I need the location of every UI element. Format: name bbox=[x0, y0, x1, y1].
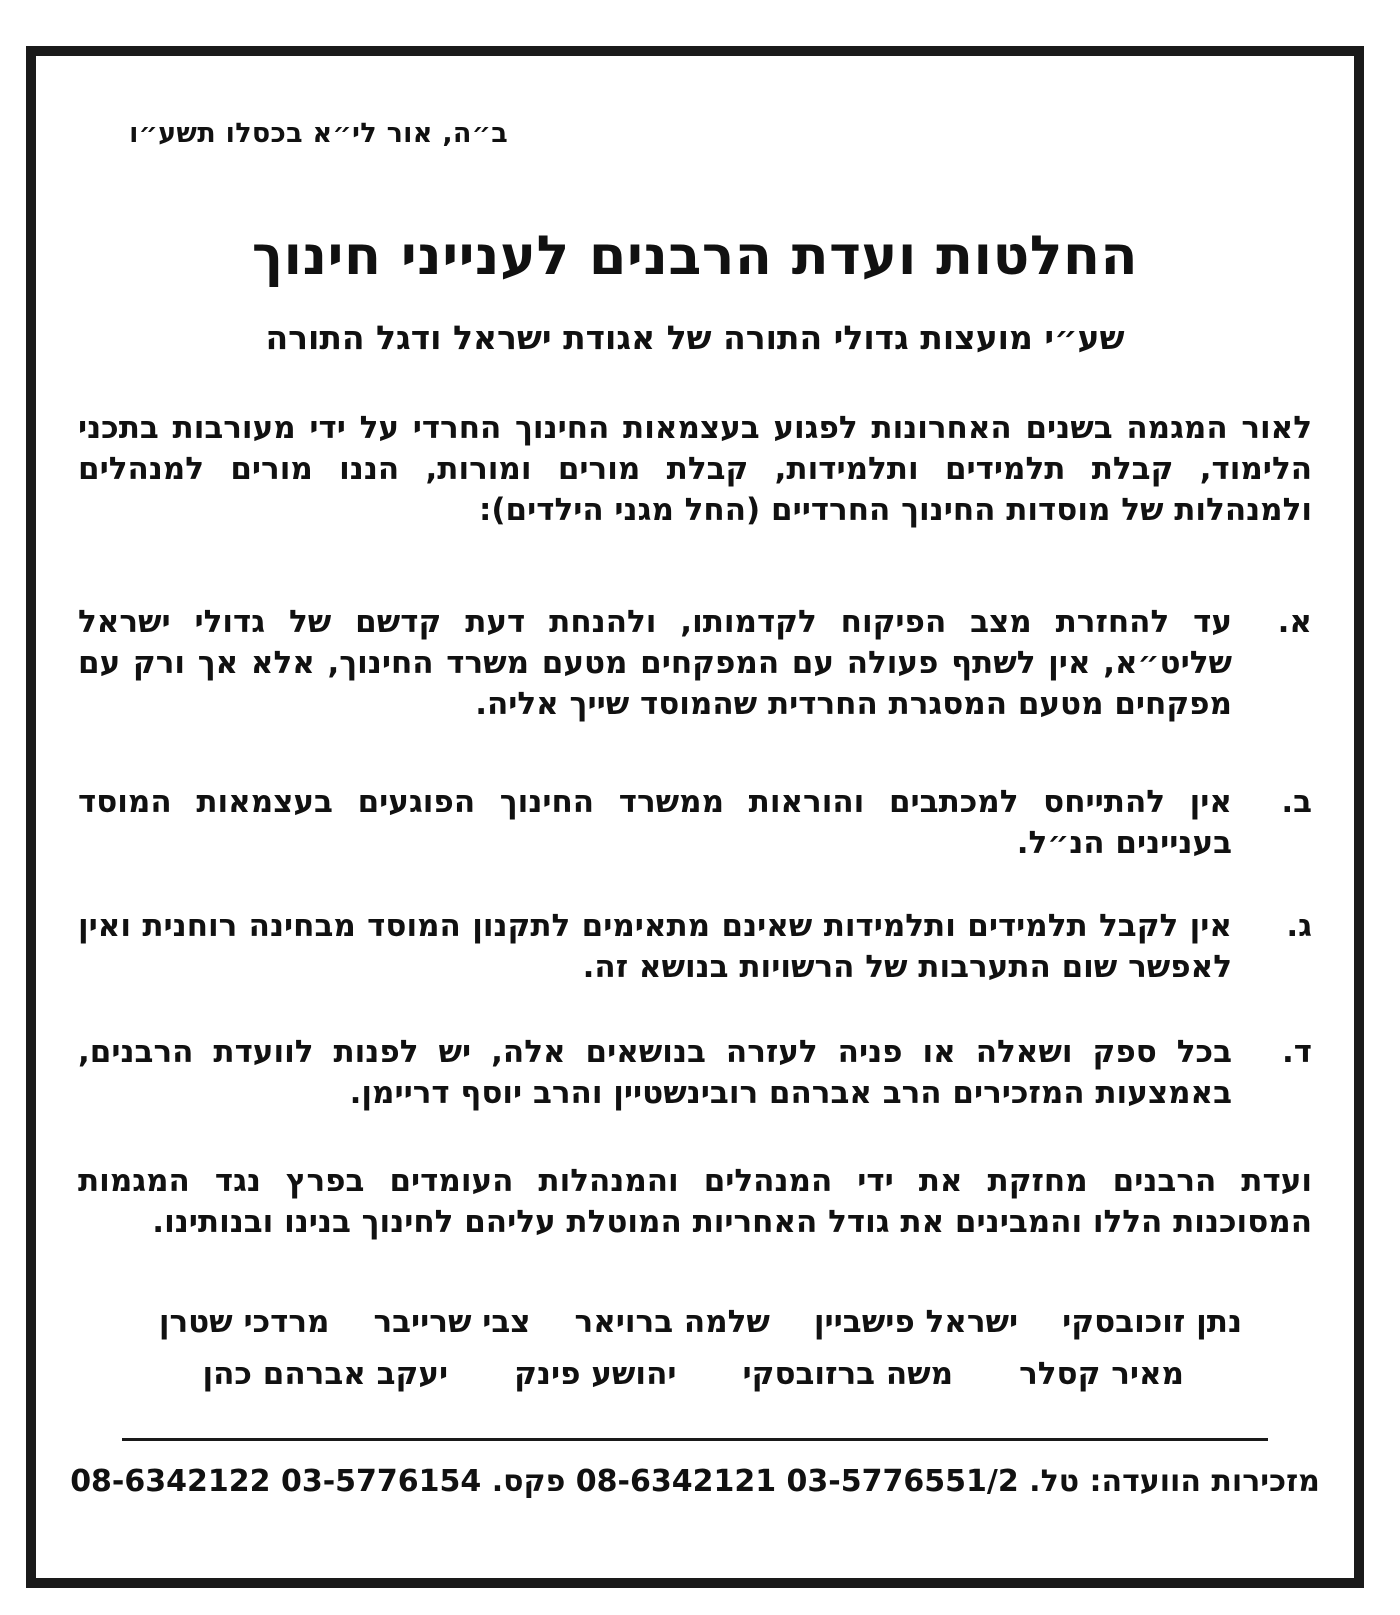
resolution-item-b bbox=[78, 782, 1312, 864]
contact-label: מזכירות הוועדה: טל. bbox=[1029, 1464, 1320, 1499]
signature-name: יעקב אברהם כהן bbox=[202, 1356, 449, 1392]
signature-name: משה ברזובסקי bbox=[742, 1356, 954, 1392]
signature-name: יהושע פינק bbox=[514, 1356, 677, 1392]
resolution-item-a bbox=[78, 602, 1312, 725]
item-text: בכל ספק ושאלה או פניה לעזרה בנושאים אלה, יש לפנות לוועדת הרבנים, באמצעות המזכירים הרב אברהם רובינשטיין והרב יוסף דריימן. bbox=[78, 1034, 1232, 1111]
signature-name: מרדכי שטרן bbox=[158, 1304, 330, 1340]
signatures-row-1 bbox=[159, 1304, 1242, 1340]
closing-paragraph: ועדת הרבנים מחזקת את ידי המנהלים והמנהלות העומדים בפרץ נגד המגמות המסוכנות הללו והמבינים את גודל האחריות המוטלת עליהם לחינוך בנינו ובנותינו. bbox=[78, 1163, 1312, 1240]
signature-name: מאיר קסלר bbox=[1019, 1356, 1184, 1392]
item-text: עד להחזרת מצב הפיקוח לקדמותו, ולהנחת דעת קדשם של גדולי ישראל שליט״א, אין לשתף פעולה עם המפקחים מטעם משרד החינוך, אלא אך ורק עם מפקחים מטעם המסגרת החרדית שהמוסד שייך אליה. bbox=[78, 604, 1232, 722]
signatures-row-2 bbox=[202, 1356, 1184, 1392]
fax-numbers: 08-6342122 03-5776154 bbox=[70, 1464, 482, 1499]
signature-name: ישראל פישביין bbox=[813, 1304, 1019, 1340]
resolution-item-c bbox=[78, 906, 1312, 988]
signature-name: שלמה ברויאר bbox=[574, 1304, 770, 1340]
notice-body bbox=[36, 56, 1354, 1578]
contact-line bbox=[36, 1464, 1354, 1499]
item-letter: ד. bbox=[1281, 1034, 1312, 1070]
notice-subtitle: שע״י מועצות גדולי התורה של אגודת ישראל ודגל התורה bbox=[265, 318, 1125, 357]
notice-frame bbox=[26, 46, 1364, 1588]
fax-label: פקס. bbox=[491, 1464, 566, 1499]
signature-name: צבי שרייבר bbox=[373, 1304, 531, 1340]
signature-name: נתן זוכובסקי bbox=[1062, 1304, 1242, 1340]
item-letter: א. bbox=[1277, 604, 1312, 640]
notice-title: החלטות ועדת הרבנים לענייני חינוך bbox=[251, 224, 1139, 287]
item-letter: ג. bbox=[1286, 908, 1312, 944]
item-text: אין להתייחס למכתבים והוראות ממשרד החינוך הפוגעים בעצמאות המוסד בעניינים הנ״ל. bbox=[78, 784, 1232, 861]
phone-numbers: 08-6342121 03-5776551/2 bbox=[575, 1464, 1019, 1499]
divider-line bbox=[122, 1438, 1268, 1441]
intro-paragraph: לאור המגמה בשנים האחרונות לפגוע בעצמאות החינוך החרדי על ידי מעורבות בתכני הלימוד, קבלת תלמידים ותלמידות, קבלת מורים ומורות, הננו מורים למנהלים ולמנהלות של מוסדות החינוך החרדיים (החל מגני הילדים): bbox=[78, 410, 1312, 528]
dateline: ב״ה, אור לי״א בכסלו תשע״ו bbox=[129, 118, 508, 149]
item-text: אין לקבל תלמידים ותלמידות שאינם מתאימים לתקנון המוסד מבחינה רוחנית ואין לאפשר שום התערבות של הרשויות בנושא זה. bbox=[78, 908, 1232, 985]
item-letter: ב. bbox=[1281, 784, 1312, 820]
resolution-item-d bbox=[78, 1032, 1312, 1114]
